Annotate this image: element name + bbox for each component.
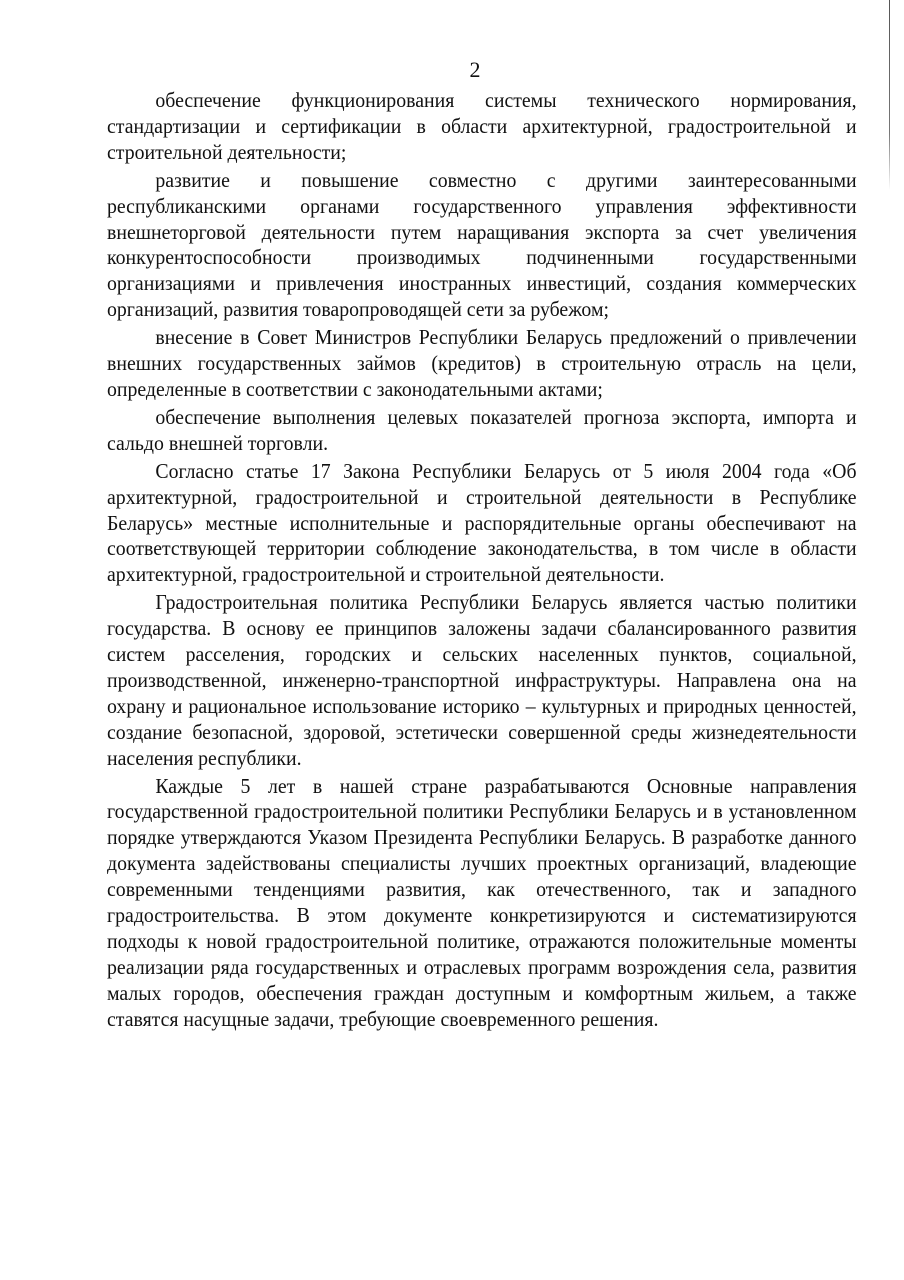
paragraph-external-loans: внесение в Совет Министров Республики Беларусь предложений о привлечении внешних государственных займов (кредитов) в строительную отрасль на цели, определенные в соответствии с законодательными актами;: [107, 325, 857, 401]
paragraph-urban-policy: Градостроительная политика Республики Беларусь является частью политики государства. В основу ее принципов заложены задачи сбалансированного развития систем расселения, городских и сельских населенных пунктов, социальной, производственной, инженерно-транспортной инфраструктуры. Направлена она на охрану и рациональное использование историко – культурных и природных ценностей, создание безопасной, здоровой, эстетически совершенной среды жизнедеятельности населения республики.: [107, 590, 857, 770]
paragraph-export-targets: обеспечение выполнения целевых показателей прогноза экспорта, импорта и сальдо внешней торговли.: [107, 404, 857, 455]
scan-artifact-line: [889, 0, 890, 190]
document-body: [107, 88, 857, 1033]
paragraph-foreign-trade: развитие и повышение совместно с другими заинтересованными республиканскими органами государственного управления эффективности внешнеторговой деятельности путем наращивания экспорта за счет увеличения конкурентоспособности производимых подчиненными государственными организациями и привлечения иностранных инвестиций, создания коммерческих организаций, развития товаропроводящей сети за рубежом;: [107, 167, 857, 322]
page-number: 2: [469, 57, 481, 82]
paragraph-law-article-17: Согласно статье 17 Закона Республики Беларусь от 5 июля 2004 года «Об архитектурной, градостроительной и строительной деятельности в Республике Беларусь» местные исполнительные и распорядительные органы обеспечивают на соответствующей территории соблюдение законодательства, в том числе в области архитектурной, градостроительной и строительной деятельности.: [107, 458, 857, 587]
paragraph-technical-regulation: обеспечение функционирования системы технического нормирования, стандартизации и сертификации в области архитектурной, градостроительной и строительной деятельности;: [107, 88, 857, 164]
paragraph-main-directions: Каждые 5 лет в нашей стране разрабатываются Основные направления государственной градостроительной политики Республики Беларусь и в установленном порядке утверждаются Указом Президента Республики Беларусь. В разработке данного документа задействованы специалисты лучших проектных организаций, владеющие современными тенденциями развития, как отечественного, так и западного градостроительства. В этом документе конкретизируются и систематизируются подходы к новой градостроительной политике, отражаются положительные моменты реализации ряда государственных и отраслевых программ возрождения села, развития малых городов, обеспечения граждан доступным и комфортным жильем, а также ставятся насущные задачи, требующие своевременного решения.: [107, 773, 857, 1031]
